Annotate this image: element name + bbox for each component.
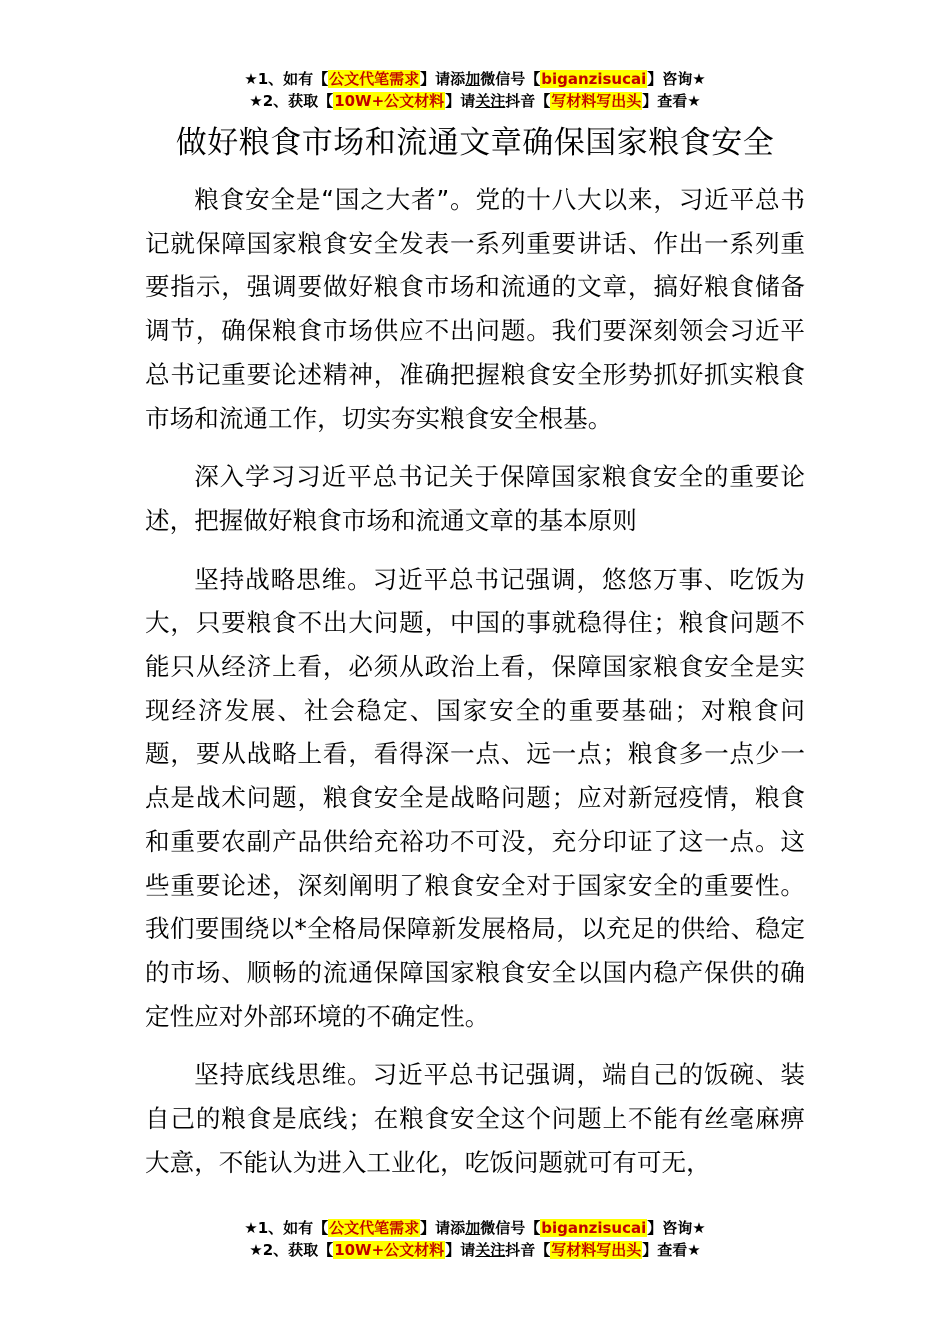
footer-banner [0, 1217, 950, 1261]
banner-text: ★2、获取【 [249, 92, 334, 110]
banner-underline: 关注 [475, 92, 506, 110]
banner-text: 】请 [445, 1241, 476, 1259]
banner-line-2 [0, 1239, 950, 1261]
banner-text: 】咨询★ [647, 70, 706, 88]
banner-highlight: 10W+公文材料 [334, 92, 445, 110]
banner-line-1 [0, 1217, 950, 1239]
banner-underline: 关注 [475, 1241, 506, 1259]
paragraph-bottom-line-thinking: 坚持底线思维。习近平总书记强调，端自己的饭碗、装自己的粮食是底线；在粮食安全这个问题上不能有丝毫麻痹大意，不能认为进入工业化，吃饭问题就可有可无， [145, 1060, 805, 1177]
banner-highlight: 写材料写出头 [551, 1241, 642, 1259]
banner-text: 抖音【 [505, 92, 551, 110]
paragraph-heading: 深入学习习近平总书记关于保障国家粮食安全的重要论述，把握做好粮食市场和流通文章的基本原则 [145, 462, 805, 535]
banner-underline: 加 [465, 1219, 481, 1237]
banner-highlight: 公文代笔需求 [329, 1219, 420, 1237]
banner-highlight: 公文代笔需求 [329, 70, 420, 88]
banner-text: 抖音【 [505, 1241, 551, 1259]
banner-text: 微信号【 [480, 70, 541, 88]
banner-line-1 [0, 68, 950, 90]
header-banner [0, 68, 950, 112]
banner-highlight: 10W+公文材料 [334, 1241, 445, 1259]
banner-text: 】请添 [420, 1219, 466, 1237]
banner-text: ★2、获取【 [249, 1241, 334, 1259]
document-title: 做好粮食市场和流通文章确保国家粮食安全 [175, 125, 775, 161]
banner-text: 】查看★ [642, 92, 701, 110]
banner-underline: 加 [465, 70, 481, 88]
paragraph-intro: 粮食安全是“国之大者”。党的十八大以来，习近平总书记就保障国家粮食安全发表一系列重要讲话、作出一系列重要指示，强调要做好粮食市场和流通的文章，搞好粮食储备调节，确保粮食市场供应不出问题。我们要深刻领会习近平总书记重要论述精神，准确把握粮食安全形势抓好抓实粮食市场和流通工作，切实夯实粮食安全根基。 [145, 185, 805, 433]
banner-text: 】请添 [420, 70, 466, 88]
banner-text: ★1、如有【 [244, 1219, 329, 1237]
banner-text: 】请 [445, 92, 476, 110]
banner-line-2 [0, 90, 950, 112]
banner-text: 】咨询★ [647, 1219, 706, 1237]
banner-text: ★1、如有【 [244, 70, 329, 88]
banner-highlight: biganzisucai [541, 70, 647, 88]
document-body [145, 178, 805, 1199]
banner-highlight: biganzisucai [541, 1219, 647, 1237]
paragraph-strategic-thinking: 坚持战略思维。习近平总书记强调，悠悠万事、吃饭为大，只要粮食不出大问题，中国的事就稳得住；粮食问题不能只从经济上看，必须从政治上看，保障国家粮食安全是实现经济发展、社会稳定、国家安全的重要基础；对粮食问题，要从战略上看，看得深一点、远一点；粮食多一点少一点是战术问题，粮食安全是战略问题；应对新冠疫情，粮食和重要农副产品供给充裕功不可没，充分印证了这一点。这些重要论述，深刻阐明了粮食安全对于国家安全的重要性。我们要围绕以*全格局保障新发展格局，以充足的供给、稳定的市场、顺畅的流通保障国家粮食安全以国内稳产保供的确定性应对外部环境的不确定性。 [145, 564, 805, 1031]
banner-highlight: 写材料写出头 [551, 92, 642, 110]
banner-text: 微信号【 [480, 1219, 541, 1237]
banner-text: 】查看★ [642, 1241, 701, 1259]
